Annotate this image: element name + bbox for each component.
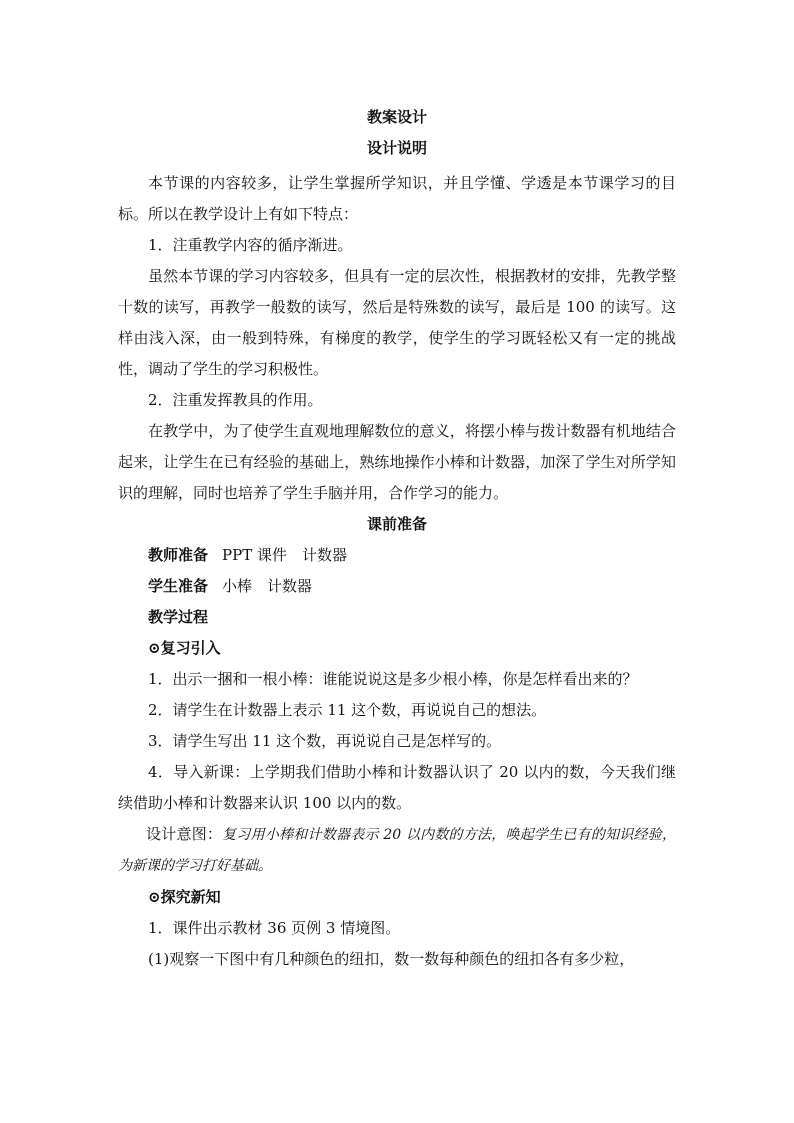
intro-paragraph: 本节课的内容较多，让学生掌握所学知识，并且学懂、学透是本节课学习的目标。所以在教学设计上有如下特点：: [118, 174, 676, 223]
student-prep-line: [118, 571, 676, 602]
point-2-body: 在教学中，为了使学生直观地理解数位的意义，将摆小棒与拨计数器有机地结合起来，让学生在已有经验的基础上，熟练地操作小棒和计数器，加深了学生对所学知识的理解，同时也培养了学生手脑并用，合作学习的能力。: [118, 422, 676, 502]
design-intent-text: 复习用小棒和计数器表示 20 以内数的方法，唤起学生已有的知识经验，为新课的学习打好基础。: [118, 827, 676, 874]
explore-item-1: 1．课件出示教材 36 页例 3 情境图。: [148, 919, 401, 937]
point-1-body: 虽然本节课的学习内容较多，但具有一定的层次性，根据教材的安排，先教学整十数的读写，再教学一般数的读写，然后是特殊数的读写，最后是 100 的读写。这样由浅入深，由一般到特殊，有梯度的教学，使学生的学习既轻松又有一定的挑战性，调动了学生的学习积极性。: [118, 267, 676, 378]
review-item-2: 2．请学生在计数器上表示 11 这个数，再说说自己的想法。: [148, 701, 547, 719]
section-heading-design-notes: 设计说明: [366, 139, 427, 157]
teacher-prep-label: 教师准备: [148, 546, 209, 564]
teacher-prep-items: PPT 课件 计数器: [222, 546, 347, 564]
design-intent-paragraph: [118, 819, 676, 882]
review-item-4: 4．导入新课：上学期我们借助小棒和计数器认识了 20 以内的数，今天我们继续借助小棒和计数器来认识 100 以内的数。: [118, 763, 676, 812]
section-heading-preparation: 课前准备: [366, 515, 427, 533]
subsection-heading-review: ⊙复习引入: [148, 639, 221, 657]
section-heading-process: 教学过程: [148, 608, 209, 626]
explore-item-1a: (1)观察一下图中有几种颜色的纽扣，数一数每种颜色的纽扣各有多少粒，: [148, 950, 635, 968]
student-prep-label: 学生准备: [148, 577, 209, 595]
point-1-title: 1．注重教学内容的循序渐进。: [148, 236, 353, 254]
teacher-prep-line: [118, 540, 676, 571]
point-2-title: 2．注重发挥教具的作用。: [148, 391, 323, 409]
design-intent-label: 设计意图：: [146, 825, 223, 843]
document-title: 教案设计: [366, 108, 427, 126]
student-prep-items: 小棒 计数器: [222, 577, 313, 595]
subsection-heading-explore: ⊙探究新知: [148, 888, 221, 906]
review-item-3: 3．请学生写出 11 这个数，再说说自己是怎样写的。: [148, 732, 502, 750]
review-item-1: 1．出示一捆和一根小棒：谁能说说这是多少根小棒，你是怎样看出来的？: [148, 670, 638, 688]
document-content: [118, 106, 676, 975]
